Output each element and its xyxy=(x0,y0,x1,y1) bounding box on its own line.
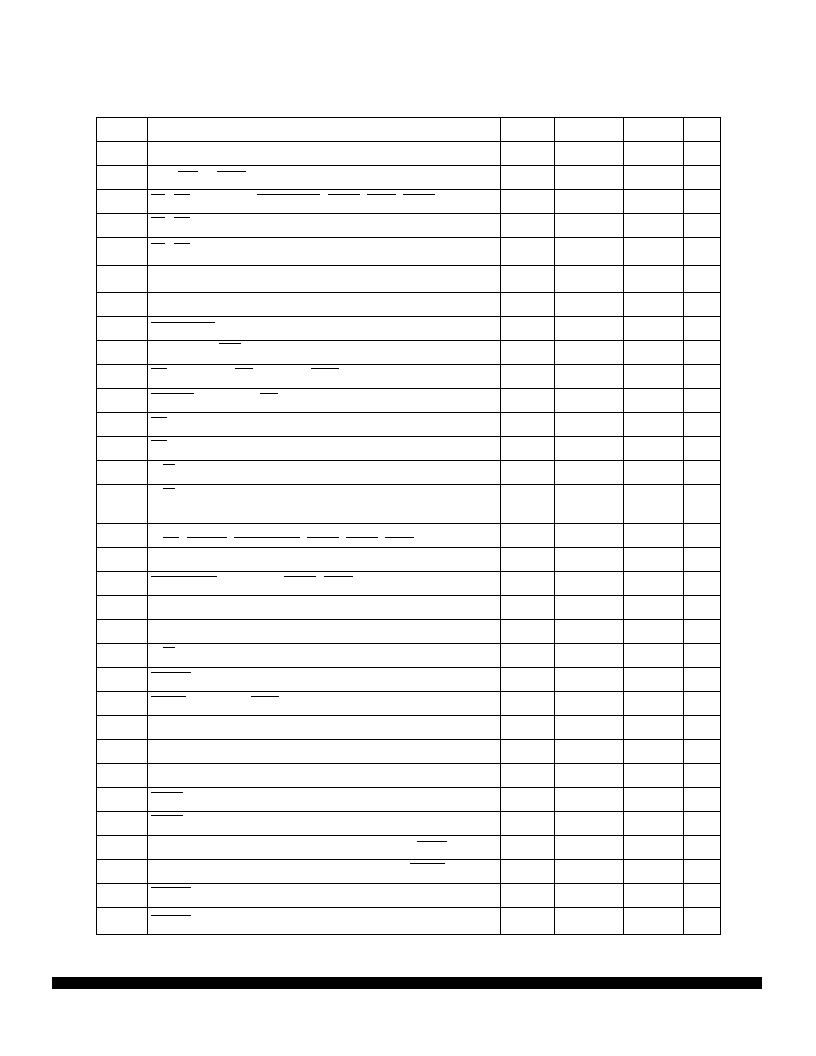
overline-mark xyxy=(163,647,175,648)
table-row xyxy=(97,764,721,788)
table-row xyxy=(97,836,721,860)
table-cell xyxy=(97,166,148,190)
table-cell xyxy=(97,266,148,293)
table-cell xyxy=(624,908,684,935)
table-row xyxy=(97,389,721,413)
table-cell xyxy=(624,190,684,214)
overline-mark xyxy=(417,841,447,842)
table-cell xyxy=(97,365,148,389)
table-cell xyxy=(684,437,721,461)
table-cell xyxy=(624,716,684,740)
table-cell xyxy=(97,764,148,788)
table-cell xyxy=(555,214,624,238)
table-cell xyxy=(148,596,501,620)
table-body xyxy=(97,118,721,935)
overline-mark xyxy=(151,815,183,816)
table-row xyxy=(97,884,721,908)
table-row xyxy=(97,461,721,485)
table-cell xyxy=(97,142,148,166)
table-cell xyxy=(97,548,148,572)
table-cell xyxy=(555,908,624,935)
table-cell xyxy=(684,166,721,190)
table-row xyxy=(97,644,721,668)
table-cell xyxy=(148,118,501,142)
table-cell xyxy=(148,572,501,596)
table-cell xyxy=(501,190,555,214)
table-cell xyxy=(148,668,501,692)
overline-mark xyxy=(174,194,190,195)
table-cell xyxy=(555,142,624,166)
table-cell xyxy=(148,644,501,668)
overline-mark xyxy=(178,171,198,172)
table-row xyxy=(97,596,721,620)
table-row xyxy=(97,740,721,764)
table-cell xyxy=(148,389,501,413)
table-cell xyxy=(684,908,721,935)
table-cell xyxy=(684,524,721,548)
table-cell xyxy=(501,788,555,812)
overline-mark xyxy=(403,194,435,195)
table-cell xyxy=(624,485,684,524)
overline-mark xyxy=(187,537,227,538)
table-cell xyxy=(97,341,148,365)
table-cell xyxy=(624,142,684,166)
table-cell xyxy=(624,118,684,142)
table-cell xyxy=(555,860,624,884)
table-cell xyxy=(501,860,555,884)
table-cell xyxy=(501,317,555,341)
table-cell xyxy=(684,266,721,293)
table-cell xyxy=(684,836,721,860)
table-row xyxy=(97,812,721,836)
table-cell xyxy=(97,317,148,341)
table-cell xyxy=(501,341,555,365)
table-cell xyxy=(555,461,624,485)
table-cell xyxy=(684,692,721,716)
table-cell xyxy=(97,214,148,238)
table-cell xyxy=(148,214,501,238)
overline-mark xyxy=(235,368,253,369)
table-cell xyxy=(555,317,624,341)
table-cell xyxy=(148,692,501,716)
table-cell xyxy=(148,788,501,812)
table-row xyxy=(97,437,721,461)
table-cell xyxy=(97,812,148,836)
table-cell xyxy=(501,214,555,238)
table-cell xyxy=(501,836,555,860)
table-cell xyxy=(501,461,555,485)
overline-mark xyxy=(163,488,175,489)
table-cell xyxy=(501,812,555,836)
table-cell xyxy=(148,908,501,935)
overline-mark xyxy=(151,915,191,916)
table-cell xyxy=(684,365,721,389)
table-cell xyxy=(148,836,501,860)
table-cell xyxy=(624,341,684,365)
table-cell xyxy=(684,485,721,524)
table-cell xyxy=(684,214,721,238)
table-cell xyxy=(501,692,555,716)
table-row xyxy=(97,485,721,524)
overline-mark xyxy=(151,417,167,418)
overline-mark xyxy=(260,393,278,394)
table-cell xyxy=(501,620,555,644)
table-cell xyxy=(97,860,148,884)
overline-mark xyxy=(151,368,167,369)
overline-mark xyxy=(151,792,183,793)
table-cell xyxy=(148,860,501,884)
table-row xyxy=(97,620,721,644)
table-row xyxy=(97,365,721,389)
table-cell xyxy=(684,668,721,692)
table-cell xyxy=(97,461,148,485)
table-cell xyxy=(501,716,555,740)
overline-mark xyxy=(234,537,300,538)
table-cell xyxy=(97,485,148,524)
table-row xyxy=(97,118,721,142)
table-row xyxy=(97,166,721,190)
overline-mark xyxy=(284,576,316,577)
overline-mark xyxy=(174,217,190,218)
table-cell xyxy=(97,716,148,740)
table-cell xyxy=(501,548,555,572)
table-row xyxy=(97,142,721,166)
table-cell xyxy=(148,437,501,461)
table-cell xyxy=(555,764,624,788)
table-cell xyxy=(684,461,721,485)
overline-mark xyxy=(151,243,165,244)
table-cell xyxy=(148,142,501,166)
overline-mark xyxy=(346,537,378,538)
table-cell xyxy=(97,524,148,548)
table-cell xyxy=(97,884,148,908)
table-cell xyxy=(684,238,721,266)
overline-mark xyxy=(163,537,179,538)
overline-mark xyxy=(151,576,217,577)
table-cell xyxy=(624,692,684,716)
table-cell xyxy=(97,190,148,214)
table-cell xyxy=(148,884,501,908)
table-cell xyxy=(684,341,721,365)
table-cell xyxy=(624,214,684,238)
table-cell xyxy=(555,668,624,692)
overline-mark xyxy=(163,464,175,465)
table-cell xyxy=(501,118,555,142)
table-cell xyxy=(97,644,148,668)
table-cell xyxy=(97,238,148,266)
table-cell xyxy=(684,884,721,908)
table-cell xyxy=(624,620,684,644)
table-cell xyxy=(501,596,555,620)
footer-bar xyxy=(52,977,762,989)
table-cell xyxy=(555,266,624,293)
table-row xyxy=(97,572,721,596)
table-cell xyxy=(555,572,624,596)
table-row xyxy=(97,214,721,238)
overline-mark xyxy=(151,322,215,323)
table-row xyxy=(97,548,721,572)
table-cell xyxy=(148,548,501,572)
table-cell xyxy=(501,524,555,548)
table-cell xyxy=(624,548,684,572)
table-cell xyxy=(624,572,684,596)
table-cell xyxy=(624,524,684,548)
table-cell xyxy=(501,740,555,764)
overline-mark xyxy=(311,368,339,369)
table-cell xyxy=(555,293,624,317)
table-row xyxy=(97,668,721,692)
table-cell xyxy=(148,485,501,524)
table-row xyxy=(97,716,721,740)
table-cell xyxy=(501,142,555,166)
table-cell xyxy=(97,668,148,692)
overline-mark xyxy=(174,243,190,244)
table-cell xyxy=(501,764,555,788)
table-cell xyxy=(684,190,721,214)
table-cell xyxy=(684,764,721,788)
overline-mark xyxy=(324,576,353,577)
table-cell xyxy=(684,413,721,437)
table-cell xyxy=(555,413,624,437)
table-cell xyxy=(501,572,555,596)
table-cell xyxy=(684,644,721,668)
table-cell xyxy=(555,389,624,413)
table-row xyxy=(97,413,721,437)
table-cell xyxy=(684,389,721,413)
table-cell xyxy=(97,692,148,716)
table-cell xyxy=(555,596,624,620)
table-cell xyxy=(624,365,684,389)
table-cell xyxy=(148,190,501,214)
table-row xyxy=(97,238,721,266)
table-cell xyxy=(97,389,148,413)
table-cell xyxy=(97,437,148,461)
table-cell xyxy=(501,166,555,190)
table-cell xyxy=(624,644,684,668)
table-cell xyxy=(501,293,555,317)
table-cell xyxy=(684,740,721,764)
table-cell xyxy=(555,238,624,266)
table-cell xyxy=(555,166,624,190)
table-row xyxy=(97,788,721,812)
table-cell xyxy=(501,365,555,389)
table-cell xyxy=(148,716,501,740)
table-cell xyxy=(624,166,684,190)
table-cell xyxy=(555,836,624,860)
table-cell xyxy=(148,413,501,437)
table-cell xyxy=(501,884,555,908)
table-cell xyxy=(624,238,684,266)
table-cell xyxy=(555,365,624,389)
table-cell xyxy=(684,620,721,644)
table-cell xyxy=(148,238,501,266)
table-cell xyxy=(501,266,555,293)
table-cell xyxy=(624,389,684,413)
spec-table xyxy=(96,117,721,935)
overline-mark xyxy=(328,194,360,195)
table-cell xyxy=(501,908,555,935)
table-cell xyxy=(148,740,501,764)
overline-mark xyxy=(307,537,339,538)
table-cell xyxy=(624,860,684,884)
table-cell xyxy=(501,485,555,524)
table-cell xyxy=(555,190,624,214)
overline-mark xyxy=(257,194,320,195)
table-cell xyxy=(555,485,624,524)
overline-mark xyxy=(385,537,414,538)
table-cell xyxy=(624,812,684,836)
table-cell xyxy=(148,341,501,365)
table-cell xyxy=(684,293,721,317)
table-cell xyxy=(97,836,148,860)
overline-mark xyxy=(151,672,191,673)
table-cell xyxy=(684,572,721,596)
table-cell xyxy=(97,572,148,596)
table-cell xyxy=(624,437,684,461)
table-cell xyxy=(624,788,684,812)
table-cell xyxy=(97,118,148,142)
table-cell xyxy=(684,596,721,620)
overline-mark xyxy=(251,696,279,697)
table-cell xyxy=(501,668,555,692)
overline-mark xyxy=(219,343,241,344)
table-cell xyxy=(501,238,555,266)
table-cell xyxy=(97,293,148,317)
overline-mark xyxy=(151,393,194,394)
table-cell xyxy=(555,788,624,812)
table-cell xyxy=(624,293,684,317)
overline-mark xyxy=(151,887,191,888)
table-cell xyxy=(555,341,624,365)
overline-mark xyxy=(410,863,445,864)
table-cell xyxy=(555,644,624,668)
overline-mark xyxy=(151,217,165,218)
table-row xyxy=(97,266,721,293)
table-cell xyxy=(97,908,148,935)
table-cell xyxy=(148,365,501,389)
table-row xyxy=(97,908,721,935)
overline-mark xyxy=(367,194,396,195)
table-row xyxy=(97,524,721,548)
table-row xyxy=(97,692,721,716)
overline-mark xyxy=(151,194,165,195)
table-cell xyxy=(684,317,721,341)
table-cell xyxy=(148,293,501,317)
table-cell xyxy=(684,788,721,812)
table-cell xyxy=(148,461,501,485)
table-cell xyxy=(684,860,721,884)
table-cell xyxy=(97,788,148,812)
table-cell xyxy=(148,524,501,548)
table-cell xyxy=(555,118,624,142)
table-row xyxy=(97,317,721,341)
table-cell xyxy=(624,317,684,341)
table-cell xyxy=(97,413,148,437)
table-cell xyxy=(624,596,684,620)
table-cell xyxy=(624,764,684,788)
table-cell xyxy=(684,142,721,166)
table-cell xyxy=(555,548,624,572)
table-cell xyxy=(97,620,148,644)
table-cell xyxy=(501,644,555,668)
table-cell xyxy=(555,620,624,644)
table-cell xyxy=(555,812,624,836)
table-cell xyxy=(624,740,684,764)
table-cell xyxy=(624,266,684,293)
table-cell xyxy=(684,118,721,142)
overline-mark xyxy=(151,440,167,441)
table-cell xyxy=(501,437,555,461)
table-cell xyxy=(97,740,148,764)
table-row xyxy=(97,341,721,365)
table-cell xyxy=(555,740,624,764)
table-row xyxy=(97,190,721,214)
table-cell xyxy=(555,437,624,461)
table-cell xyxy=(97,596,148,620)
table-cell xyxy=(555,692,624,716)
table-cell xyxy=(148,166,501,190)
overline-mark xyxy=(151,696,186,697)
overline-mark xyxy=(217,171,246,172)
table-cell xyxy=(555,716,624,740)
table-cell xyxy=(148,620,501,644)
table-cell xyxy=(624,668,684,692)
table-cell xyxy=(148,317,501,341)
table-cell xyxy=(555,884,624,908)
table-cell xyxy=(501,413,555,437)
table-cell xyxy=(624,836,684,860)
table-cell xyxy=(684,548,721,572)
table-cell xyxy=(555,524,624,548)
table-cell xyxy=(501,389,555,413)
table-cell xyxy=(684,716,721,740)
table-cell xyxy=(148,764,501,788)
table-row xyxy=(97,860,721,884)
table-cell xyxy=(684,812,721,836)
table-cell xyxy=(624,884,684,908)
table-cell xyxy=(148,812,501,836)
table-row xyxy=(97,293,721,317)
table-cell xyxy=(624,461,684,485)
table-cell xyxy=(148,266,501,293)
table-cell xyxy=(624,413,684,437)
